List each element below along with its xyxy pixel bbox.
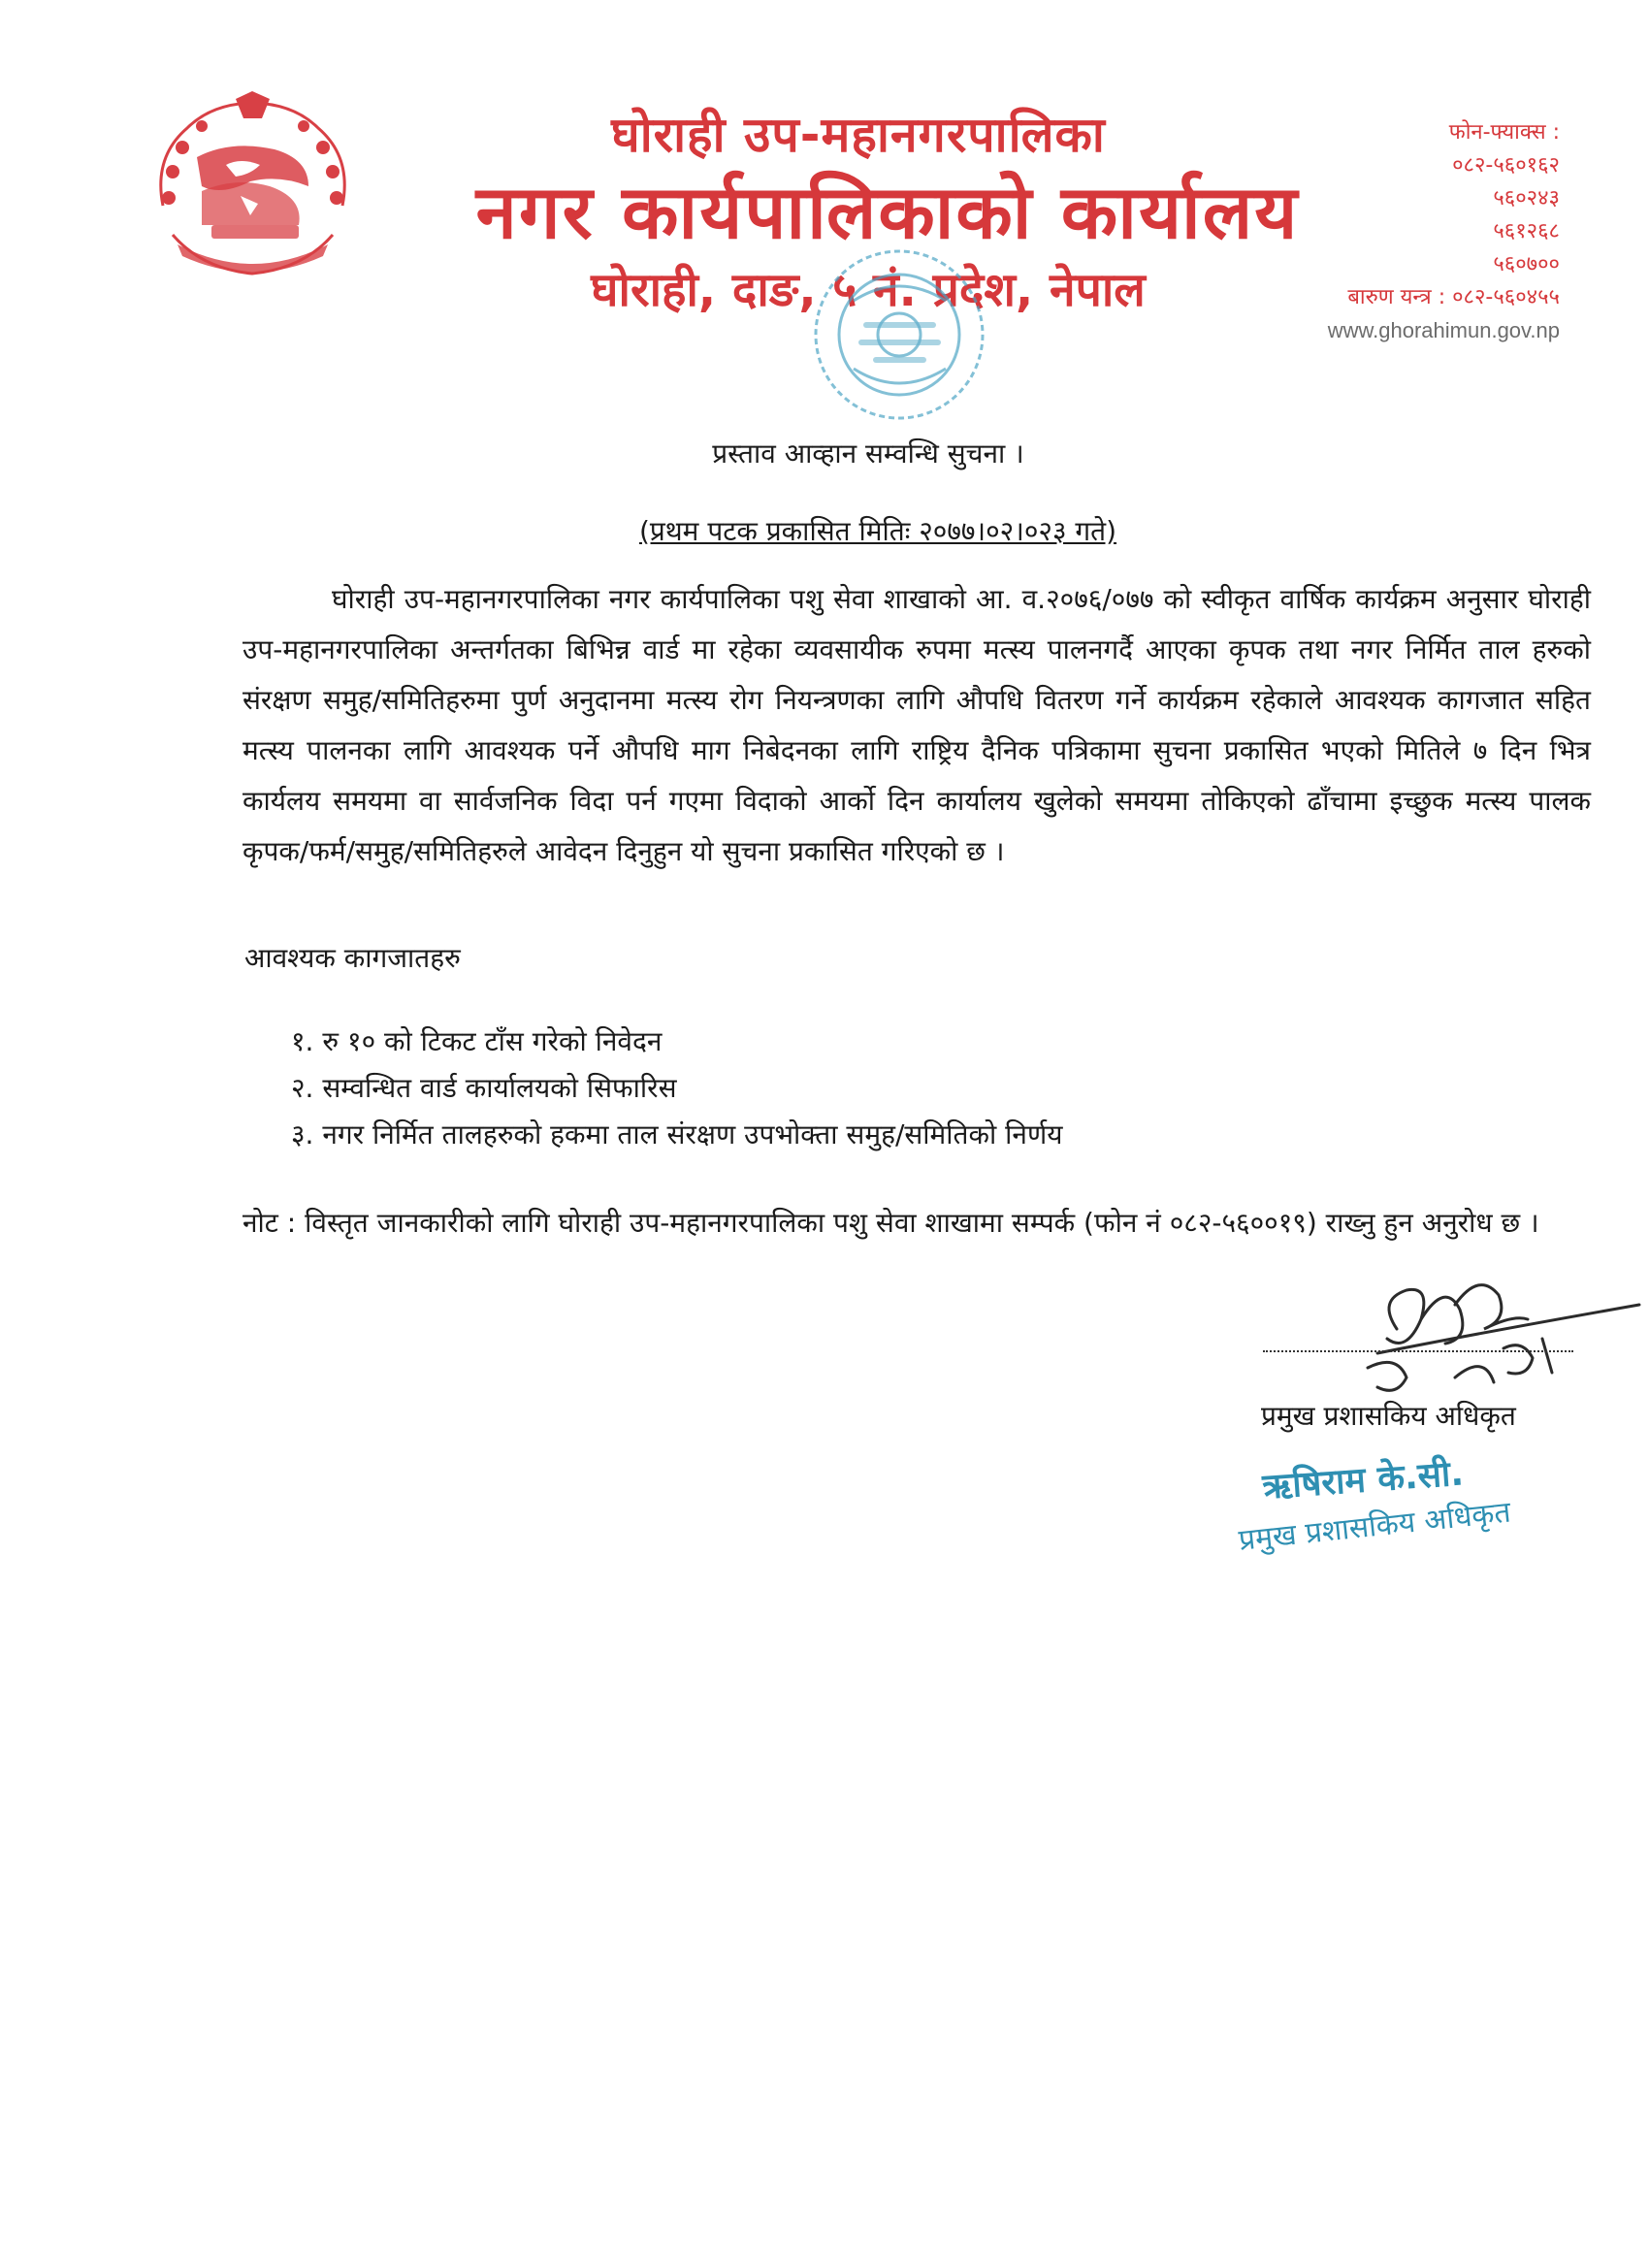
fire-service-number: बारुण यन्त्र : ०८२-५६०४५५ (1347, 285, 1560, 309)
publish-date-text: (प्रथम पटक प्रकासित मितिः २०७७।०२।०२३ गते) (638, 515, 1117, 547)
signatory-title: प्रमुख प्रशासकिय अधिकृत (1261, 1400, 1516, 1432)
office-seal-icon (795, 243, 1004, 427)
website-link[interactable]: www.ghorahimun.gov.np (1327, 318, 1560, 342)
notice-body: घोराही उप-महानगरपालिका नगर कार्यपालिका पशु सेवा शाखाको आ. व.२०७६/०७७ को स्वीकृत वार्षिक कार्यक्रम अनुसार घोराही उप-महानगरपालिका अन्तर्गतका बिभिन्न वार्ड मा रहेका व्यवसायीक रुपमा मत्स्य पालनगर्दै आएका कृपक तथा नगर निर्मित ताल हरुको संरक्षण समुह/समितिहरुमा पुर्ण अनुदानमा मत्स्य रोग नियन्त्रणका लागि औपधि वितरण गर्ने कार्यक्रम रहेकाले आवश्यक कागजात सहित मत्स्य पालनका लागि आवश्यक पर्ने औपधि माग निबेदनका लागि राष्ट्रिय दैनिक पत्रिकामा सुचना प्रकासित भएको मितिले ७ दिन भित्र कार्यलय समयमा वा सार्वजनिक विदा पर्न गएमा विदाको आर्को दिन कार्यालय खुलेको समयमा तोकिएको ढाँचामा इच्छुक मत्स्य पालक कृपक/फर्म/समुह/समितिहरुले आवेदन दिनुहुन यो सुचना प्रकासित गरिएको छ । (242, 583, 1591, 867)
office-name: नगर कार्यपालिकाको कार्यालय (475, 169, 1300, 255)
phone-number: ५६०७०० (1493, 252, 1560, 276)
required-docs-list (291, 1019, 1062, 1158)
signatory-stamp-role: प्रमुख प्रशासकिय अधिकृत (1237, 1495, 1513, 1558)
phone-number: ०८२-५६०१६२ (1452, 153, 1560, 178)
org-name: घोराही उप-महानगरपालिका (611, 107, 1106, 163)
signature-line (1263, 1350, 1573, 1352)
list-item: १. रु १० को टिकट टाँस गरेको निवेदन (291, 1025, 663, 1057)
signatory-stamp-name: ऋषिराम के.सी. (1261, 1453, 1466, 1507)
list-item: ३. नगर निर्मित तालहरुको हकमा ताल संरक्षण उपभोक्ता समुह/समितिको निर्णय (291, 1118, 1063, 1150)
phone-number: ५६०२४३ (1493, 186, 1560, 211)
contact-note: नोट : विस्तृत जानकारीको लागि घोराही उप-महानगरपालिका पशु सेवा शाखामा सम्पर्क (फोन नं ०८२-५६००१९) राख्नु हुन अनुरोध छ । (242, 1207, 1539, 1239)
office-address: घोराही, दाङ, ५ नं. प्रदेश, नेपाल (591, 263, 1146, 317)
required-docs-heading: आवश्यक कागजातहरु (244, 942, 461, 974)
phone-fax-label: फोन-फ्याक्स : (1448, 120, 1560, 145)
list-item: २. सम्वन्धित वार्ड कार्यालयको सिफारिस (291, 1072, 677, 1104)
publish-date (0, 512, 1649, 551)
phone-number: ५६१२६८ (1493, 219, 1560, 243)
notice-title: प्रस्ताव आव्हान सम्वन्धि सुचना । (712, 437, 1024, 470)
contact-block (1278, 116, 1560, 347)
nepal-emblem-icon (144, 89, 362, 288)
